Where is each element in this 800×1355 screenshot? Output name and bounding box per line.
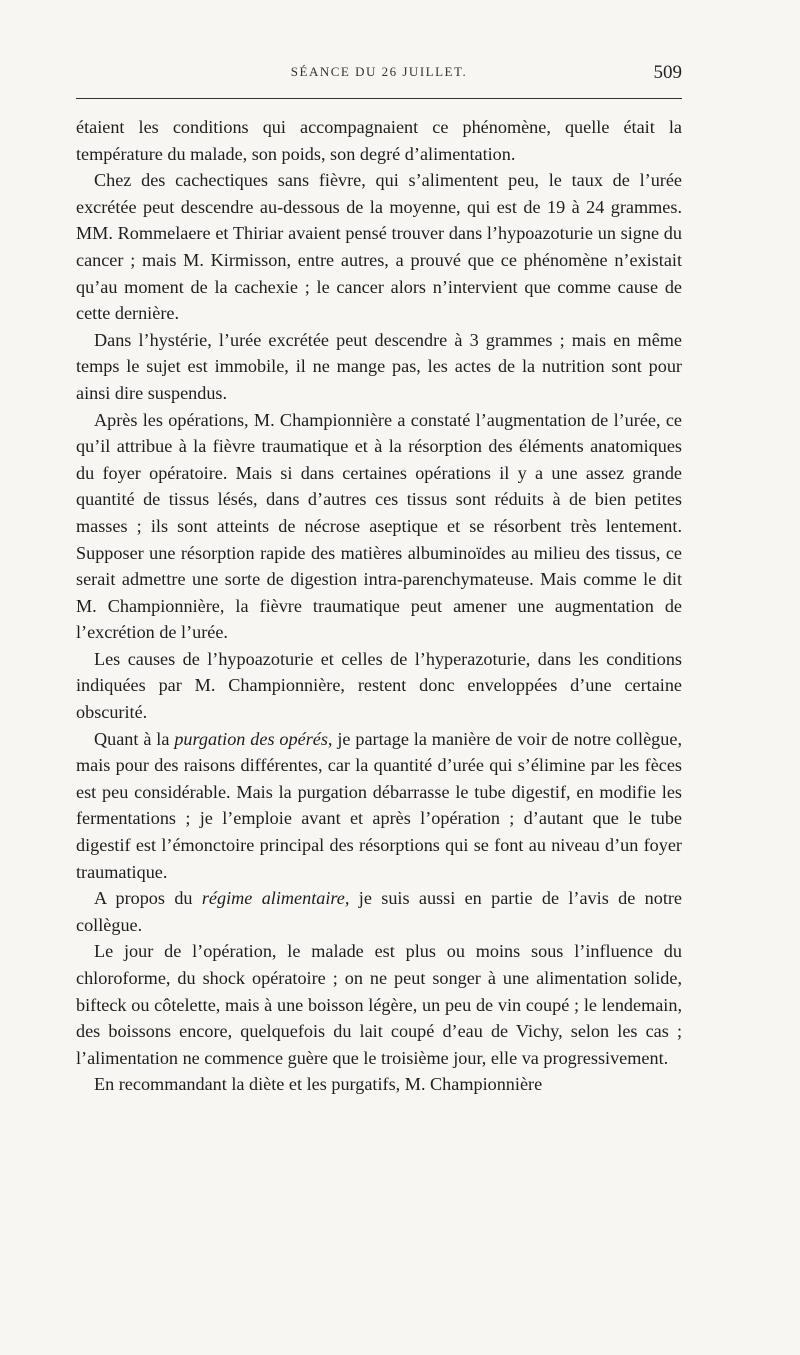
paragraph-2: Chez des cachectiques sans fièvre, qui s’alimentent peu, le taux de l’urée excrétée peut descendre au-dessous de la moyenne, qui est de 19 à 24 grammes. MM. Rommelaere et Thiriar avaient pensé trouver dans l’hypoazoturie un signe du cancer ; mais M. Kirmisson, entre autres, a prouvé que ce phénomène n’existait qu’au moment de la cachexie ; le cancer alors n’intervient que comme cause de cette dernière. <box>76 170 682 324</box>
paragraph-7-before: A propos du <box>94 888 202 909</box>
paragraph-9: En recommandant la diète et les purgatifs, M. Championnière <box>94 1074 543 1095</box>
paragraph-3: Dans l’hystérie, l’urée excrétée peut descendre à 3 grammes ; mais en même temps le sujet est immobile, il ne mange pas, les actes de la nutrition sont pour ainsi dire suspendus. <box>76 329 682 403</box>
paragraph-7-italic: régime alimentaire, <box>201 888 350 909</box>
page-number: 509 <box>653 62 682 83</box>
paragraph-7 <box>76 885 682 938</box>
body-text <box>76 114 682 1098</box>
paragraph-4: Après les opérations, M. Championnière a constaté l’augmentation de l’urée, ce qu’il attribue à la fièvre traumatique et à la résorption des éléments anatomiques du foyer opératoire. Mais si dans certaines opérations il y a une assez grande quantité de tissus lésés, dans d’autres ces tissus sont réduits à de bien petites masses ; ils sont atteints de nécrose aseptique et se résorbent très lentement. Supposer une résorption rapide des matières albuminoïdes au milieu des tissus, ce serait admettre une sorte de digestion intra-parenchymateuse. Mais comme le dit M. Championnière, la fièvre traumatique peut amener une augmentation de l’excrétion de l’urée. <box>76 409 682 643</box>
paragraph-1: étaient les conditions qui accompagnaient ce phénomène, quelle était la température du malade, son poids, son degré d’alimentation. <box>76 117 682 164</box>
paragraph-6-before: Quant à la <box>94 728 175 749</box>
paragraph-7-after: je suis aussi en partie de l’avis de notre collègue. <box>76 888 683 935</box>
paragraph-6-italic: purgation des opérés, <box>174 728 333 749</box>
paragraph-6-after: je partage la manière de voir de notre collègue, mais pour des raisons différentes, car la quantité d’urée qui s’élimine par les fèces est peu considérable. Mais la purgation débarrasse le tube digestif, en modifie les fermentations ; je l’emploie avant et après l’opération ; d’autant que le tube digestif est l’émonctoire principal des résorptions qui se font au niveau d’un foyer traumatique. <box>76 728 682 882</box>
paragraph-5: Les causes de l’hypoazoturie et celles de l’hyperazoturie, dans les conditions indiquées par M. Championnière, restent donc enveloppées d’une certaine obscurité. <box>76 648 682 723</box>
header-rule <box>76 98 682 99</box>
running-head <box>76 64 682 86</box>
paragraph-8: Le jour de l’opération, le malade est plus ou moins sous l’influence du chloroforme, du shock opératoire ; on ne peut songer à une alimentation solide, bifteck ou côtelette, mais à une boisson légère, un peu de vin coupé ; le lendemain, des boissons encore, quelquefois du lait coupé d’eau de Vichy, selon les cas ; l’alimentation ne commence guère que le troisième jour, elle va progressivement. <box>76 941 682 1068</box>
running-title: SÉANCE DU 26 JUILLET. <box>290 64 468 79</box>
paragraph-6 <box>76 726 682 886</box>
